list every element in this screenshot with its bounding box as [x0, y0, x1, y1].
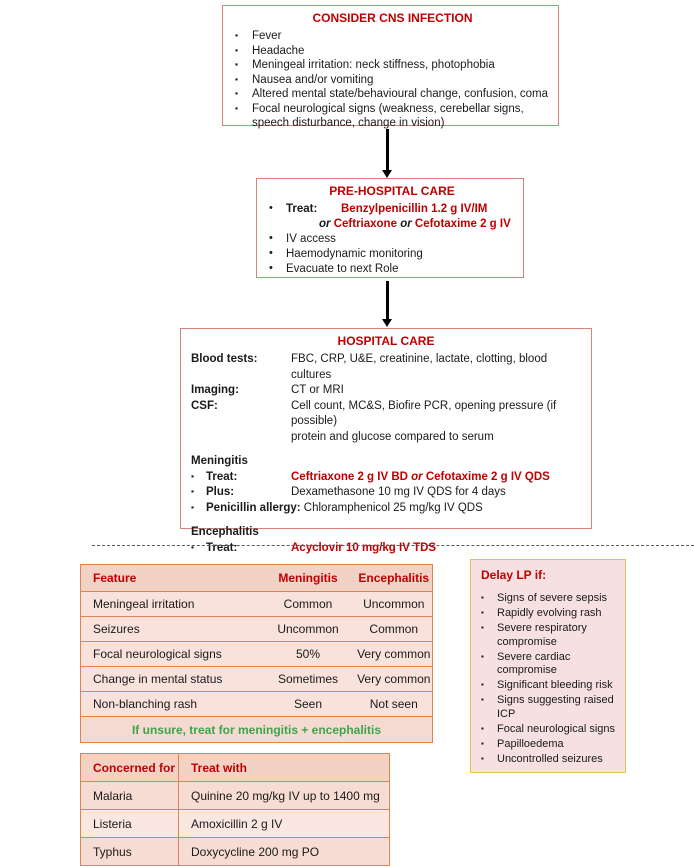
concern-cell: Malaria	[81, 782, 179, 810]
table-row	[81, 838, 390, 866]
delay-lp-bullet-text: Uncontrolled seizures	[497, 752, 603, 765]
square-bullet-icon	[191, 470, 206, 486]
treatment-cell: Amoxicillin 2 g IV	[179, 810, 390, 838]
square-bullet-icon	[235, 87, 252, 102]
encephalitis-cell: Uncommon	[356, 592, 433, 617]
delay-lp-bullet-text: Significant bleeding risk	[497, 679, 613, 691]
comparison-header-row	[81, 565, 433, 592]
table-row	[81, 617, 433, 642]
allergy-text	[206, 501, 483, 517]
square-bullet-icon	[191, 541, 206, 557]
feature-cell: Meningeal irritation	[81, 592, 261, 617]
consider-bullet-text: Headache	[252, 44, 305, 57]
meningitis-cell: Sometimes	[261, 667, 356, 692]
feature-cell: Change in mental status	[81, 667, 261, 692]
meningitis-cell: Uncommon	[261, 617, 356, 642]
encephalitis-cell: Very common	[356, 642, 433, 667]
delay-lp-bullet	[481, 679, 620, 693]
consider-bullet	[235, 102, 550, 131]
delay-lp-bullet	[481, 738, 620, 752]
consider-bullet	[235, 29, 550, 44]
square-bullet-icon	[235, 44, 252, 59]
delay-lp-bullet	[481, 723, 620, 737]
square-bullet-icon	[481, 607, 497, 621]
column-header-treat-with: Treat with	[179, 754, 390, 782]
or-word: or	[411, 470, 423, 483]
prehospital-bullet	[269, 262, 515, 277]
drug-cefotaxime-qds: Cefotaxime 2 g IV QDS	[425, 470, 550, 483]
investigation-row	[191, 399, 581, 430]
drug-benzylpenicillin: Benzylpenicillin 1.2 g IV/IM	[341, 203, 488, 215]
dashed-divider	[92, 545, 694, 546]
consider-bullet-text: Focal neurological signs (weakness, cerebellar signs, speech disturbance, change in vision)	[252, 102, 524, 129]
square-bullet-icon	[481, 738, 497, 752]
square-bullet-icon	[481, 592, 497, 606]
encephalitis-cell: Common	[356, 617, 433, 642]
delay-lp-bullet	[481, 651, 620, 678]
treat-label: Treat:	[206, 541, 238, 554]
investigation-label: Blood tests:	[191, 353, 258, 365]
prehospital-box-title: PRE-HOSPITAL CARE	[329, 184, 455, 198]
dot-bullet-icon	[269, 202, 286, 217]
hospital-care-box	[180, 328, 592, 554]
treatment-cell: Quinine 20 mg/kg IV up to 1400 mg	[179, 782, 390, 810]
square-bullet-icon	[235, 29, 252, 44]
encephalitis-treat-line	[191, 541, 581, 557]
drug-cefotaxime: Cefotaxime 2 g IV	[414, 218, 511, 230]
square-bullet-icon	[481, 723, 497, 737]
meningitis-treat-line	[191, 470, 581, 486]
delay-lp-bullet-text: Focal neurological signs	[497, 722, 616, 735]
delay-lp-bullet-text: Rapidly evolving rash	[497, 607, 602, 619]
concern-cell: Listeria	[81, 810, 179, 838]
table-row	[81, 810, 390, 838]
column-header-meningitis: Meningitis	[261, 565, 356, 592]
table-row	[81, 692, 433, 717]
prehospital-bullet-text: Haemodynamic monitoring	[286, 248, 423, 260]
square-bullet-icon	[235, 102, 252, 131]
consider-bullet-text: Altered mental state/behavioural change, confusion, coma	[252, 88, 548, 100]
investigation-label: CSF:	[191, 399, 218, 412]
delay-lp-bullet-text: Signs suggesting raised ICP	[497, 694, 614, 720]
delay-lp-bullet	[481, 622, 620, 649]
table-row	[81, 667, 433, 692]
dot-bullet-icon	[269, 232, 286, 247]
square-bullet-icon	[235, 58, 252, 73]
meningitis-cell: 50%	[261, 642, 356, 667]
prehospital-bullet	[269, 247, 515, 262]
meningitis-cell: Seen	[261, 692, 356, 717]
encephalitis-heading: Encephalitis	[191, 526, 259, 538]
delay-lp-bullet-text: Severe cardiac compromise	[497, 650, 571, 676]
investigation-row	[191, 352, 581, 383]
drug-acyclovir: Acyclovir 10 mg/kg IV TDS	[291, 541, 437, 554]
square-bullet-icon	[481, 679, 497, 693]
column-header-encephalitis: Encephalitis	[356, 565, 433, 592]
square-bullet-icon	[481, 753, 497, 767]
or-word: or	[319, 218, 331, 230]
consider-bullet	[235, 87, 550, 102]
delay-lp-bullet	[481, 753, 620, 767]
hospital-box-title: HOSPITAL CARE	[337, 334, 435, 348]
meningitis-plus-line	[191, 485, 581, 501]
investigation-label	[191, 430, 291, 446]
meningitis-encephalitis-comparison-table	[80, 564, 433, 743]
investigation-value: protein and glucose compared to serum	[291, 430, 494, 443]
drug-ceftriaxone: Ceftriaxone	[333, 218, 397, 230]
treat-label: Treat:	[286, 203, 318, 215]
flow-down-arrow-icon	[386, 281, 389, 320]
square-bullet-icon	[481, 694, 497, 721]
consider-bullet-text: Fever	[252, 30, 282, 42]
delay-lp-box	[470, 559, 626, 773]
table-row	[81, 642, 433, 667]
table-row	[81, 782, 390, 810]
consider-bullet-text: Nausea and/or vomiting	[252, 73, 374, 86]
prehospital-bullet-text: Evacuate to next Role	[286, 263, 399, 275]
delay-lp-bullet-text: Severe respiratory compromise	[497, 622, 587, 648]
investigation-value: CT or MRI	[291, 384, 344, 396]
treat-label: Treat:	[206, 470, 238, 483]
square-bullet-icon	[191, 485, 206, 501]
dot-bullet-icon	[269, 262, 286, 277]
flow-down-arrow-icon	[386, 129, 389, 171]
meningitis-heading: Meningitis	[191, 455, 248, 467]
table-footer-row	[81, 717, 433, 743]
plus-label: Plus:	[206, 486, 235, 498]
concern-treatment-table	[80, 753, 390, 866]
delay-lp-bullet-text: Signs of severe sepsis	[497, 592, 608, 604]
column-header-concerned-for: Concerned for	[81, 754, 179, 782]
investigation-value: FBC, CRP, U&E, creatinine, lactate, clotting, blood cultures	[291, 353, 548, 381]
consider-box-title: CONSIDER CNS INFECTION	[312, 11, 473, 25]
consider-bullet-text: Meningeal irritation: neck stiffness, photophobia	[252, 59, 495, 71]
delay-lp-title: Delay LP if:	[481, 568, 547, 582]
allergy-value: Chloramphenicol 25 mg/kg IV QDS	[303, 501, 483, 514]
column-header-feature: Feature	[81, 565, 261, 592]
drug-ceftriaxone-bd: Ceftriaxone 2 g IV BD	[291, 470, 408, 483]
feature-cell: Non-blanching rash	[81, 692, 261, 717]
consider-bullet	[235, 73, 550, 88]
square-bullet-icon	[191, 501, 206, 517]
investigation-row	[191, 383, 581, 399]
allergy-label: Penicillin allergy:	[206, 501, 301, 514]
meningitis-treat-drugs	[291, 470, 550, 486]
concern-cell: Typhus	[81, 838, 179, 866]
encephalitis-cell: Not seen	[356, 692, 433, 717]
investigation-value: Cell count, MC&S, Biofire PCR, opening pressure (if possible)	[291, 399, 557, 427]
if-unsure-note: If unsure, treat for meningitis + encephalitis	[81, 717, 433, 743]
square-bullet-icon	[481, 622, 497, 649]
prehospital-treat-line	[269, 202, 515, 217]
prehospital-treat-line-2	[319, 217, 515, 232]
square-bullet-icon	[235, 73, 252, 88]
dot-bullet-icon	[269, 247, 286, 262]
feature-cell: Seizures	[81, 617, 261, 642]
treatment-header-row	[81, 754, 390, 782]
delay-lp-bullet	[481, 607, 620, 621]
plus-value: Dexamethasone 10 mg IV QDS for 4 days	[291, 486, 506, 498]
prehospital-bullet-text: IV access	[286, 233, 336, 245]
treatment-cell: Doxycycline 200 mg PO	[179, 838, 390, 866]
consider-bullet	[235, 44, 550, 59]
meningitis-cell: Common	[261, 592, 356, 617]
investigation-row	[191, 430, 581, 446]
delay-lp-bullet-text: Papilloedema	[497, 737, 564, 750]
square-bullet-icon	[481, 651, 497, 678]
delay-lp-bullet	[481, 592, 620, 606]
prehospital-bullet	[269, 232, 515, 247]
investigation-label: Imaging:	[191, 384, 239, 396]
delay-lp-bullet	[481, 694, 620, 721]
consider-cns-infection-box	[222, 5, 559, 129]
feature-cell: Focal neurological signs	[81, 642, 261, 667]
pre-hospital-care-box	[256, 178, 524, 278]
meningitis-allergy-line	[191, 501, 581, 517]
table-row	[81, 592, 433, 617]
consider-bullet	[235, 58, 550, 73]
or-word: or	[400, 218, 412, 230]
encephalitis-cell: Very common	[356, 667, 433, 692]
